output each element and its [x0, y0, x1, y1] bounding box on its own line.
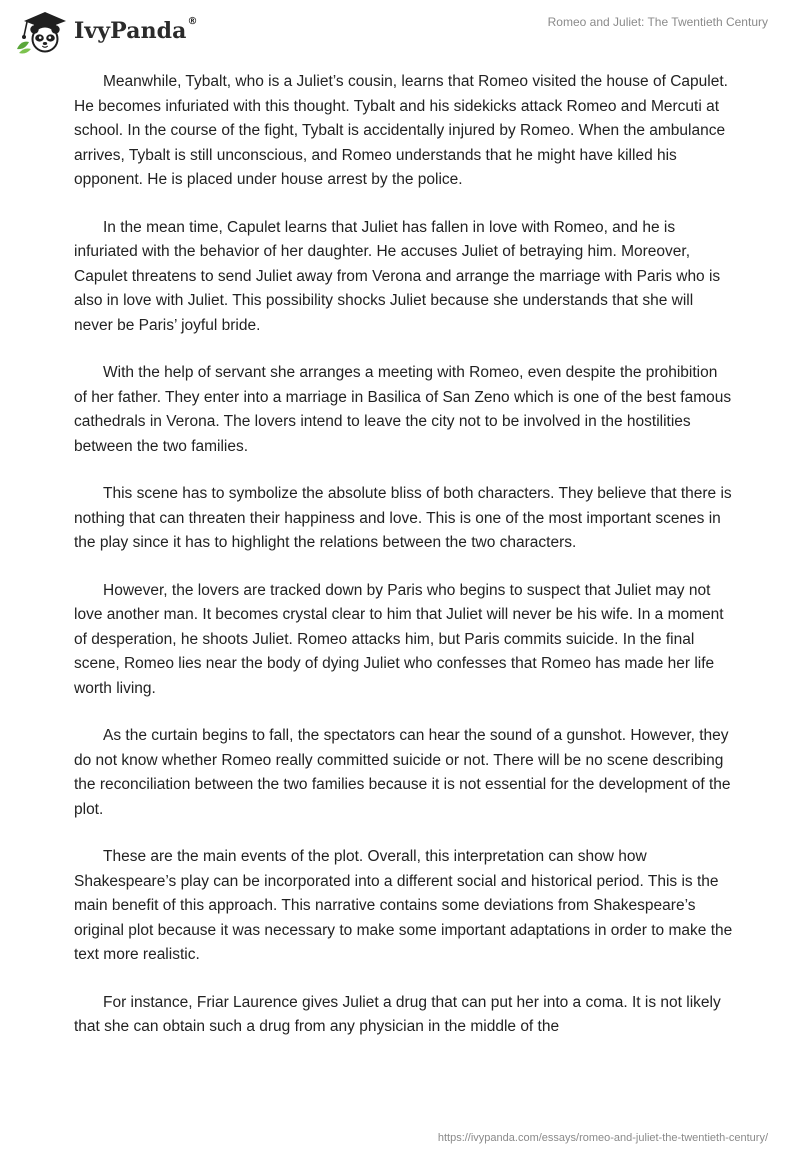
- paragraph: This scene has to symbolize the absolute bliss of both characters. They believe that there is nothing that can threaten their happiness and love. This is one of the most important scenes in the play since it has to highlight the relations between the two characters.: [74, 485, 732, 551]
- registered-mark: ®: [187, 15, 198, 27]
- paragraph: With the help of servant she arranges a meeting with Romeo, even despite the prohibition of her father. They enter into a marriage in Basilica of San Zeno which is one of the best famous cathedrals in Verona. The lovers intend to leave the city not to be involved in the hostilities between the two families.: [74, 364, 732, 455]
- source-url[interactable]: https://ivypanda.com/essays/romeo-and-juliet-the-twentieth-century/: [437, 1132, 768, 1144]
- paragraph: As the curtain begins to fall, the spectators can hear the sound of a gunshot. However, they do not know whether Romeo really committed suicide or not. There will be no scene describing the reconciliation between the two families because it is not essential for the development of the plot.: [74, 727, 731, 818]
- paragraph: These are the main events of the plot. Overall, this interpretation can show how Shakespeare’s play can be incorporated into a different social and historical period. This is the main benefit of this approach. This narrative contains some deviations from Shakespeare’s original plot because it was necessary to make some important adaptations in order to make the text more realistic.: [74, 848, 733, 963]
- ivypanda-logo[interactable]: [14, 9, 198, 55]
- paragraph: In the mean time, Capulet learns that Juliet has fallen in love with Romeo, and he is infuriated with the behavior of her daughter. He accuses Juliet of betraying him. Moreover, Capulet threatens to send Juliet away from Verona and arrange the marriage with Paris who is also in love with Juliet. This possibility shocks Juliet because she understands that she will never be Paris’ joyful bride.: [74, 218, 721, 334]
- brand-name: IvyPanda: [74, 18, 187, 44]
- panda-graduate-icon: [14, 9, 72, 55]
- paragraph: Meanwhile, Tybalt, who is a Juliet’s cousin, learns that Romeo visited the house of Capulet. He becomes infuriated with this thought. Tybalt and his sidekicks attack Romeo and Mercuti at school. In the course of the fight, Tybalt is accidentally injured by Romeo. When the ambulance arrives, Tybalt is still unconscious, and Romeo understands that he might have killed his opponent. He is placed under house arrest by the police.: [74, 73, 728, 188]
- document-title: Romeo and Juliet: The Twentieth Century: [547, 15, 768, 29]
- paragraph: For instance, Friar Laurence gives Juliet a drug that can put her into a coma. It is not likely that she can obtain such a drug from any physician in the middle of the: [74, 993, 721, 1035]
- paragraph: However, the lovers are tracked down by Paris who begins to suspect that Juliet may not love another man. It becomes crystal clear to him that Juliet will never be his wife. In a moment of desperation, he shoots Juliet. Romeo attacks him, but Paris commits suicide. In the final scene, Romeo lies near the body of dying Juliet who confesses that Romeo has made her life worth living.: [74, 581, 724, 697]
- essay-body: [74, 70, 734, 1063]
- page-header: [0, 0, 800, 64]
